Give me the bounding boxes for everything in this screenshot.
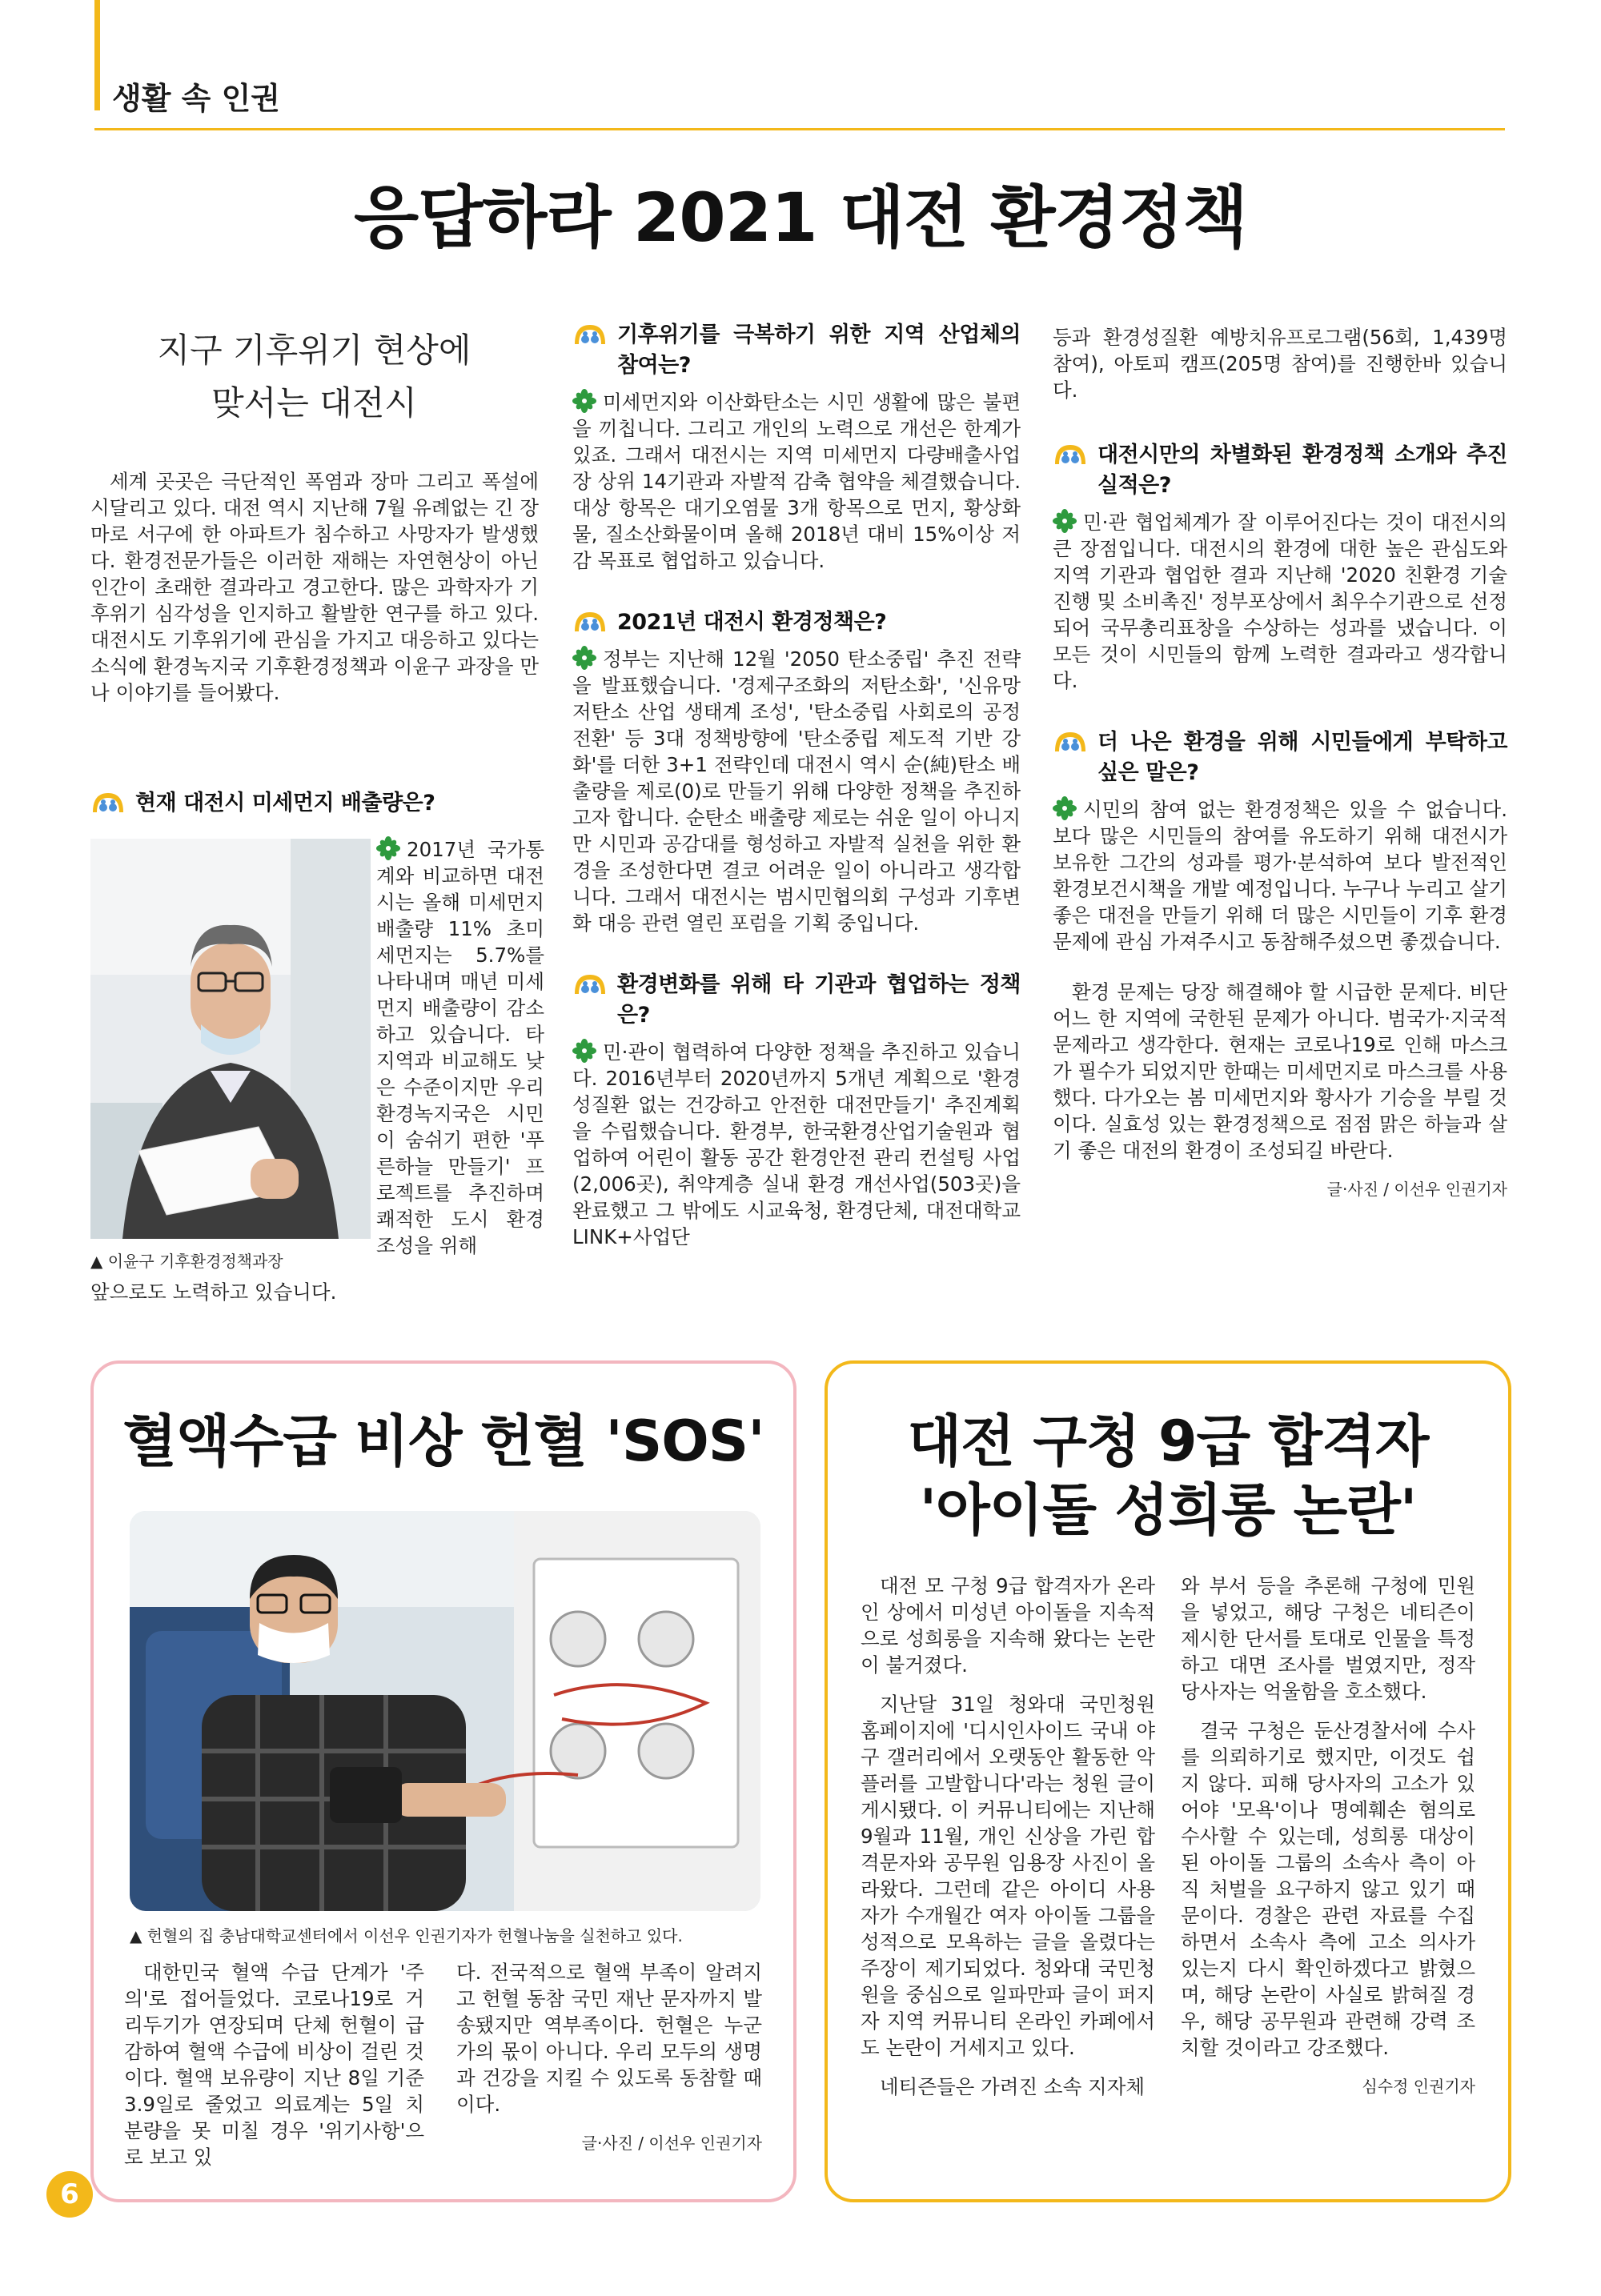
idol-paragraph-1: 대전 모 구청 9급 합격자가 온라인 상에서 미성년 아이돌을 지속적으로 성희롱을 지속해 왔다는 논란이 불거졌다. bbox=[861, 1574, 1155, 1677]
section-label: 생활 속 인권 bbox=[112, 81, 280, 116]
question-heading: 더 나은 환경을 위해 시민들에게 부탁하고 싶은 말은? bbox=[1053, 727, 1507, 788]
answer-3: 정부는 지난해 12월 '2050 탄소중립' 추진 전략을 발표했습니다. '경제구조화의 저탄소화', '신유망 저탄소 산업 생태계 조성', '탄소중립 사회로의 공정전환' 등 3대 정책방향에 '탄소중립 제도적 기반 강화'를 더한 3+1 전략인데 대전시 역시 순(純)탄소 배출량을 제로(0)로 만들기 위해 다양한 정책을 추진하고자 합니다. 순탄소 배출량 제로는 쉬운 일이 아니지만 시민과 공감대를 형성하고 자발적 실천을 위한 환경을 조성한다면 결코 어려운 일이 아니라고 생각합니다. 그래서 대전시는 범시민협의회 구성과 기후변화 대응 관련 열린 포럼을 기획 중입니다. bbox=[572, 647, 1021, 935]
answer-2: 미세먼지와 이산화탄소는 시민 생활에 많은 불편을 끼칩니다. 그리고 개인의 노력으로 개선은 한계가 있죠. 그래서 대전시는 지역 미세먼지 다량배출사업장 상위 14기관과 자발적 감축 협약을 체결했습니다. 대상 항목은 대기오염물 3개 항목으로 먼지, 황상화물, 질소산화물이며 올해 2018년 대비 15%이상 저감 목표로 협업하고 있습니다. bbox=[572, 391, 1021, 572]
blood-donation-photo bbox=[130, 1511, 760, 1911]
question-heading bbox=[90, 788, 547, 819]
section-accent-bar bbox=[94, 0, 100, 110]
blood-paragraph-2: 다. 전국적으로 혈액 부족이 알려지고 헌혈 동참 국민 재난 문자까지 발송됐지만 역부족이다. 헌혈은 누군가의 몫이 아니다. 우리 모두의 생명과 건강을 지킬 수 있도록 동참할 때이다. bbox=[456, 1961, 762, 2116]
leaf-bullet-icon bbox=[572, 389, 596, 413]
intro-paragraph: 세계 곳곳은 극단적인 폭염과 장마 그리고 폭설에 시달리고 있다. 대전 역시 지난해 7월 유례없는 긴 장마로 서구에 한 아파트가 침수하고 사망자가 발생했다. 환경전문가들은 이러한 재해는 자연현상이 아닌 인간이 초래한 결과라고 경고한다. 많은 과학자가 기후위기 심각성을 인지하고 활발한 연구를 하고 있다. 대전시도 기후위기에 관심을 가지고 대응하고 있다는 소식에 환경녹지국 기후환경정책과 이윤구 과장을 만나 이야기를 들어봤다. bbox=[90, 470, 539, 704]
question-heading: 환경변화를 위해 타 기관과 협업하는 정책은? bbox=[572, 970, 1021, 1031]
idol-paragraph-5: 결국 구청은 둔산경찰서에 수사를 의뢰하기로 했지만, 이것도 쉽지 않다. 피해 당사자의 고소가 있어야 '모욕'이나 명예훼손 혐의로 수사할 수 있는데, 성희롱 대상이 된 아이돌 그룹의 소속사 측이 아직 처벌을 요구하지 않고 있기 때문이다. 경찰은 관련 자료를 수집하면서 소속사 측에 고소 의사가 있는지 다시 확인하겠다고 밝혔으며, 해당 논란이 사실로 밝혀질 경우, 해당 공무원과 관련해 강력 조치할 것이라고 강조했다. bbox=[1181, 1719, 1475, 2059]
idol-paragraph-2: 지난달 31일 청와대 국민청원 홈페이지에 '디시인사이드 국내 야구 갤러리에서 오랫동안 활동한 악플러를 고발합니다'라는 청원 글이 게시됐다. 이 커뮤니티에는 지난해 9월과 11월, 개인 신상을 가린 합격문자와 공무원 임용장 사진이 올라왔다. 그런데 같은 아이디 사용자가 수개월간 여자 아이돌 그룹을 성적으로 모욕하는 글을 올렸다는 주장이 제기되었다. 청와대 국민청원을 중심으로 일파만파 글이 퍼지자 지역 커뮤니티 온라인 카페에서도 논란이 거세지고 있다. bbox=[861, 1693, 1155, 2059]
answer-1-tail: 앞으로도 노력하고 있습니다. bbox=[90, 1280, 337, 1304]
blood-column-1 bbox=[124, 1959, 424, 2183]
interviewee-photo bbox=[90, 839, 371, 1239]
article-column-1 bbox=[90, 468, 539, 719]
header-rule bbox=[94, 128, 1505, 130]
question-heading: 대전시만의 차별화된 환경정책 소개와 추진실적은? bbox=[1053, 440, 1507, 501]
answer-4-continued: 등과 환경성질환 예방치유프로그램(56회, 1,439명 참여), 아토피 캠프(205명 참여)를 진행한바 있습니다. bbox=[1053, 326, 1507, 402]
question-text: 현재 대전시 미세먼지 배출량은? bbox=[135, 791, 435, 815]
article-column-2 bbox=[572, 320, 1021, 1263]
idol-box-title bbox=[825, 1407, 1511, 1545]
idol-title-line-1: 대전 구청 9급 합격자 bbox=[907, 1408, 1429, 1474]
answer-1: 2017년 국가통계와 비교하면 대전시는 올해 미세먼지 배출량 11% 초미세먼지는 5.7%를 나타내며 매년 미세먼지 배출량이 감소하고 있습니다. 타지역과 비교해도 낮은 수준이지만 우리 환경녹지국은 시민이 숨쉬기 편한 '푸른하늘 만들기' 프로젝트를 추진하며 쾌적한 도시 환경 조성을 위해 bbox=[376, 838, 544, 1257]
blood-box-title: 혈액수급 비상 헌혈 'SOS' bbox=[122, 1408, 764, 1474]
answer-5: 민·관 협업체계가 잘 이루어진다는 것이 대전시의 큰 장점입니다. 대전시의 환경에 대한 높은 관심도와 지역 기관과 협업한 결과 지난해 '2020 친환경 기술진행 및 소비촉진' 정부포상에서 최우수기관으로 선정되어 국무총리표창을 수상하는 성과를 냈습니다. 이 모든 것이 시민들의 함께 노력한 결과라고 생각합니다. bbox=[1053, 511, 1507, 692]
article-credit: 글·사진 / 이선우 인권기자 bbox=[1326, 1180, 1507, 1199]
idol-paragraph-3: 네티즌들은 가려진 소속 지자체 bbox=[880, 2075, 1146, 2098]
article-column-3 bbox=[1053, 324, 1507, 1203]
qa-block-1 bbox=[90, 788, 547, 827]
blood-photo-caption: ▲ 헌혈의 집 충남대학교센터에서 이선우 인권기자가 헌혈나눔을 실천하고 있다. bbox=[130, 1926, 683, 1945]
speech-bubble-icon bbox=[90, 788, 126, 817]
photo-1-caption: ▲ 이윤구 기후환경정책과장 bbox=[90, 1252, 283, 1271]
intro-heading-line-1: 지구 기후위기 현상에 bbox=[157, 331, 471, 370]
speech-bubble-icon bbox=[572, 320, 608, 349]
leaf-bullet-icon bbox=[572, 646, 596, 670]
leaf-bullet-icon bbox=[376, 836, 400, 860]
speech-bubble-icon bbox=[572, 970, 608, 999]
idol-paragraph-4: 와 부서 등을 추론해 구청에 민원을 넣었고, 해당 구청은 네티즌이 제시한 단서를 토대로 인물을 특정하고 대면 조사를 벌였지만, 정작 당사자는 억울함을 호소했다. bbox=[1181, 1574, 1475, 1703]
idol-column-1 bbox=[861, 1573, 1155, 2113]
speech-bubble-icon bbox=[1053, 440, 1088, 469]
intro-heading bbox=[96, 324, 532, 430]
question-heading: 2021년 대전시 환경정책은? bbox=[572, 607, 1021, 638]
leaf-bullet-icon bbox=[1053, 509, 1077, 533]
speech-bubble-icon bbox=[572, 607, 608, 636]
leaf-bullet-icon bbox=[572, 1039, 596, 1063]
idol-title-line-2: '아이돌 성희롱 논란' bbox=[919, 1477, 1417, 1543]
closing-paragraph: 환경 문제는 당장 해결해야 할 시급한 문제다. 비단 어느 한 지역에 국한된 문제가 아니다. 범국가·지국적 문제라고 생각한다. 현재는 코로나19로 인해 마스크가 필수가 되었지만 한때는 미세먼지로 마스크를 사용했다. 다가오는 봄 미세먼지와 황사가 기승을 부릴 것이다. 실효성 있는 환경정책으로 점점 맑은 하늘과 살기 좋은 대전의 환경이 조성되길 바란다. bbox=[1053, 980, 1507, 1162]
answer-6: 시민의 참여 없는 환경정책은 있을 수 없습니다. 보다 많은 시민들의 참여를 유도하기 위해 대전시가 보유한 그간의 성과를 평가·분석하여 보다 발전적인 환경보건시책을 개발 예정입니다. 누구나 누리고 살기 좋은 대전을 만들기 위해 더 많은 시민들이 기후 환경 문제에 관심 가져주시고 동참해주셨으면 좋겠습니다. bbox=[1053, 798, 1507, 953]
speech-bubble-icon bbox=[1053, 727, 1088, 756]
blood-credit: 글·사진 / 이선우 인권기자 bbox=[581, 2134, 762, 2153]
page-number: 6 bbox=[46, 2171, 93, 2218]
intro-heading-line-2: 맞서는 대전시 bbox=[211, 383, 417, 423]
leaf-bullet-icon bbox=[1053, 796, 1077, 820]
question-heading: 기후위기를 극복하기 위한 지역 산업체의 참여는? bbox=[572, 320, 1021, 381]
article-title: 응답하라 2021 대전 환경정책 bbox=[354, 178, 1247, 257]
answer-4: 민·관이 협력하여 다양한 정책을 추진하고 있습니다. 2016년부터 2020년까지 5개년 계획으로 '환경성질환 없는 건강하고 안전한 대전만들기' 추진계획을 수립했습니다. 환경부, 한국환경산업기술원과 협업하여 어린이 활동 공간 환경안전 관리 컨설팅 사업(2,006곳), 취약계층 실내 환경 개선사업(503곳)을 완료했고 그 밖에도 시교육청, 환경단체, 대전대학교 LINK+사업단 bbox=[572, 1040, 1021, 1248]
idol-credit: 심수정 인권기자 bbox=[1362, 2077, 1475, 2096]
blood-paragraph-1: 대한민국 혈액 수급 단계가 '주의'로 접어들었다. 코로나19로 거리두기가 연장되며 단체 헌혈이 급감하여 혈액 수급에 비상이 걸린 것이다. 혈액 보유량이 지난 8일 기준 3.9일로 줄었고 의료계는 5일 치 분량을 못 미칠 경우 '위기사항'으로 보고 있 bbox=[124, 1961, 424, 2169]
blood-column-2 bbox=[456, 1959, 762, 2157]
idol-column-2 bbox=[1181, 1573, 1475, 2100]
answer-1-column bbox=[376, 836, 544, 1272]
